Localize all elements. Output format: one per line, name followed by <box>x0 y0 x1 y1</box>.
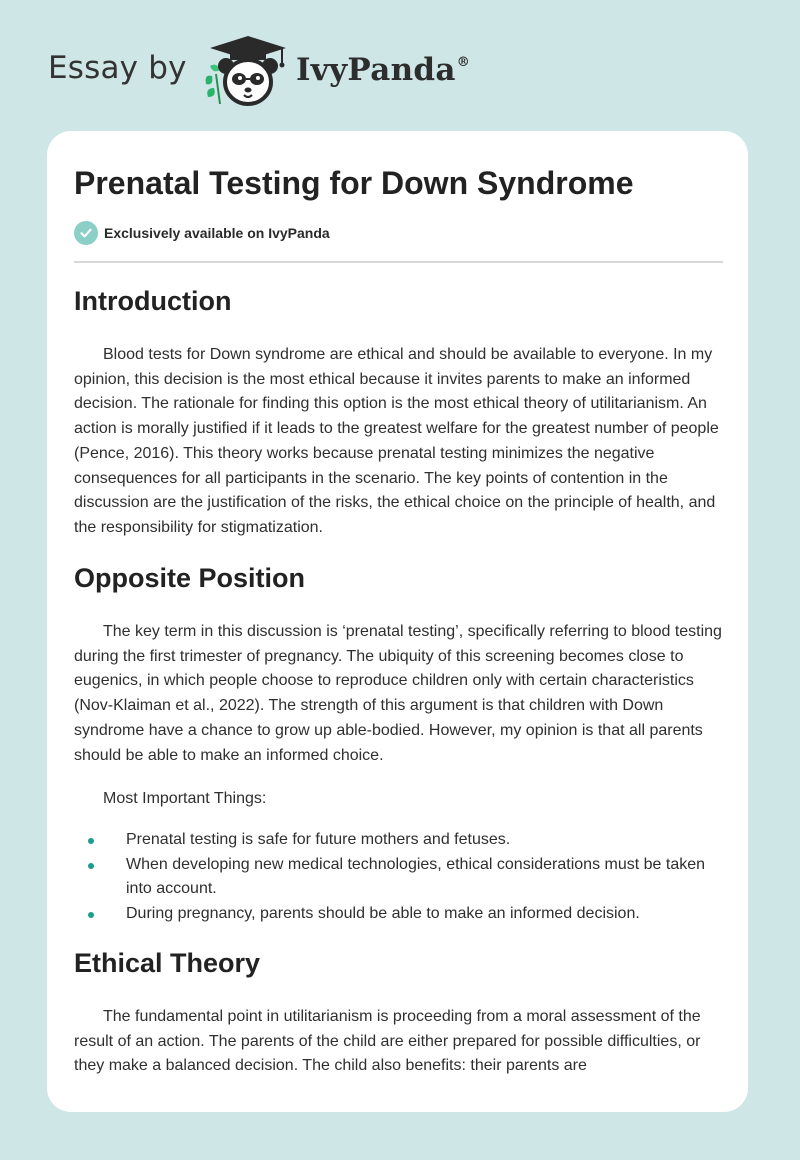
list-item-text: During pregnancy, parents should be able to make an informed decision. <box>126 905 640 923</box>
exclusive-badge-label: Exclusively available on IvyPanda <box>104 225 330 241</box>
section-heading-opposite-position: Opposite Position <box>74 563 306 593</box>
list-item-text: When developing new medical technologies, ethical considerations must be taken into account. <box>126 855 706 898</box>
list-item <box>74 828 723 853</box>
essay-card <box>47 131 748 1112</box>
panda-graduate-logo-icon[interactable] <box>200 34 296 110</box>
list-item <box>74 902 723 927</box>
brand-name-text: IvyPanda <box>296 52 456 88</box>
bullet-icon <box>88 838 94 844</box>
list-item <box>74 853 723 902</box>
brand-name[interactable] <box>296 52 470 88</box>
list-item-text: Prenatal testing is safe for future mothers and fetuses. <box>126 831 511 848</box>
page-title: Prenatal Testing for Down Syndrome <box>74 165 634 201</box>
title-divider <box>74 261 723 263</box>
bullet-icon <box>88 863 94 869</box>
section-paragraph-ethical-theory: The fundamental point in utilitarianism is proceeding from a moral assessment of the result of an action. The parents of the child are either prepared for possible difficulties, or they make a balanced decision. The child also benefits: their parents are <box>74 1008 701 1075</box>
exclusive-badge <box>74 221 330 245</box>
section-heading-ethical-theory: Ethical Theory <box>74 948 261 978</box>
essay-by-label: Essay by <box>48 50 187 86</box>
section-heading-introduction: Introduction <box>74 286 232 316</box>
section-paragraph-opposite-position: The key term in this discussion is ‘prenatal testing’, specifically referring to blood testing during the first trimester of pregnancy. The ubiquity of this screening becomes close to eugenics, in which people choose to reproduce children only with certain characteristics (Nov-Klaiman et al., 2022). The strength of this argument is that children with Down syndrome have a chance to grow up able-bodied. However, my opinion is that all parents should be able to make an informed choice. <box>74 623 722 764</box>
check-circle-icon <box>74 221 98 245</box>
list-lead: Most Important Things: <box>103 790 267 807</box>
registered-mark: ® <box>456 55 471 70</box>
important-things-list <box>74 828 723 927</box>
bullet-icon <box>88 912 94 918</box>
section-paragraph-introduction: Blood tests for Down syndrome are ethical and should be available to everyone. In my opinion, this decision is the most ethical because it invites parents to make an informed decision. The rationale for finding this option is the most ethical theory of utilitarianism. An action is morally justified if it leads to the greatest welfare for the greatest number of people (Pence, 2016). This theory works because prenatal testing minimizes the negative consequences for all participants in the scenario. The key points of contention in the discussion are the justification of the risks, the ethical choice on the principle of health, and the responsibility for stigmatization. <box>74 346 719 536</box>
site-header <box>0 0 800 130</box>
